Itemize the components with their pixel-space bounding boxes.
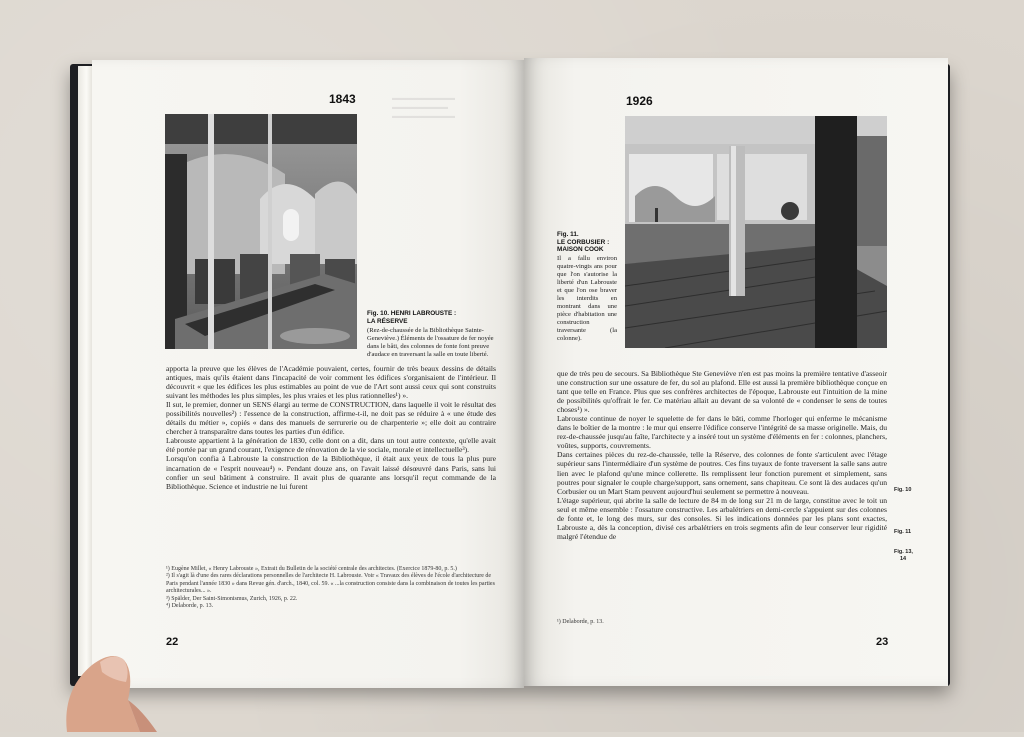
page-number: 23 xyxy=(876,636,889,648)
year-heading: 1843 xyxy=(329,92,356,106)
figure-caption-title: Fig. 11. LE CORBUSIER : MAISON COOK xyxy=(557,231,610,253)
paragraph: Dans certaines pièces du rez-de-chaussée, telle la Réserve, des colonnes de fonte s'articulent avec l'étage supérieur sans l'intermédiaire d'un système de poutres. Ces fins tuyaux de fonte traversent la salle sans autre lien avec le plafond qu'une mince collerette. Ils remplissent leur fonction purement et simplement, sans poutres pour signaler le couple charge/support, sans ornement, sans chapiteau. Ce sont là des audaces qu'un Corbusier ou un Mart Stam peuvent aujourd'hui seulement se permettre à nouveau. xyxy=(557,450,887,496)
paragraph: Il sut, le premier, donner un SENS élargi au terme de CONSTRUCTION, dans laquelle il voit le résultat des possibilités nouvelles²) : l'essence de la construction, affirme-t-il, ne doit pas se réduire à « une étude des détails du métier », copiés « dans des manuels de serrurerie ou de charpenterie »; elle doit au contraire chercher à transparaître dans toutes les parties d'un édifice. xyxy=(166,400,496,437)
holding-thumb xyxy=(62,650,182,732)
footnote: ¹) Eugène Millet, « Henry Labrouste », Extrait du Bulletin de la société centrale des architectes. (Exercice 1879-80, p. 5.) xyxy=(166,566,457,572)
right-page xyxy=(524,58,948,686)
footnote: ¹) Delaborde, p. 13. xyxy=(557,619,604,625)
left-page xyxy=(92,60,524,688)
footnotes xyxy=(557,619,877,626)
photo-maison-cook xyxy=(625,116,887,348)
main-text xyxy=(166,364,496,491)
footnotes xyxy=(166,566,496,610)
figure-caption-title: Fig. 10. HENRI LABROUSTE : LA RÉSERVE xyxy=(367,310,457,325)
page-number: 22 xyxy=(166,636,179,648)
margin-reference: Fig. 11 xyxy=(894,529,912,535)
paragraph: Lorsqu'on confia à Labrouste la construction de la Bibliothèque, il était aux yeux de tous la plus pure incarnation de « l'esprit nouveau⁴) ». Pendant douze ans, on l'avait laissé désœuvré dans Paris, sans lui confier un seul bâtiment à construire. Il avait plus de quarante ans lorsqu'il reçut commande de la Bibliothèque. Science et industrie ne lui furent xyxy=(166,454,496,491)
figure-caption-body: (Rez-de-chaussée de la Bibliothèque Sainte-Geneviève.) Éléments de l'ossature de fer noyée dans le bâti, des colonnes de fonte font preuve d'audace en traversant la salle en toute liberté. xyxy=(367,327,494,358)
paragraph: Labrouste continue de noyer le squelette de fer dans le bâti, comme l'horloger qui enferme le mécanisme dans le boîtier de la montre : le mur qui enserre l'édifice conserve l'intégrité de sa masse originelle. Mais, du rez-de-chaussée jusqu'au faîte, l'architecte y a inséré tout un système d'éléments en fer : colonnes, planchers, voûtes, supports, couvrements. xyxy=(557,414,887,451)
page-stack xyxy=(78,66,92,676)
footnote: ²) Il s'agit là d'une des rares déclarations personnelles de l'architecte H. Labrouste. Voir « Travaux des élèves de l'école d'architecture de Paris pendant l'année 1830 » dans Revue gén. d'arch., 1840, col. 59. « ...la construction consiste dans la combinaison de toutes les parties architecturales... ». xyxy=(166,573,495,595)
photo-la-reserve xyxy=(165,114,357,349)
show-through-text: ▬▬▬▬▬▬▬▬▬ ▬▬▬▬▬▬▬▬ ▬▬▬▬▬▬▬▬▬ xyxy=(392,94,455,120)
footnote: ⁴) Delaborde, p. 13. xyxy=(166,603,214,610)
paragraph: que de très peu de secours. Sa Bibliothèque Ste Geneviève n'en est pas moins la première tentative d'asseoir une construction sur une ossature de fer, du sol au plafond. Elle est aussi la première bibliothèque conçue en tant que telle en France. Plus que ses confrères architectes de l'époque, Labrouste eut l'intuition de la mine de possibilités qu'offrait le fer. Ce matériau allait au devant de sa volonté de « condenser le sens de toutes choses¹) ». xyxy=(557,369,887,415)
paragraph: apporta la preuve que les élèves de l'Académie pouvaient, certes, fournir de très beaux dessins de détails antiques, mais qu'ils étaient dans l'incapacité de voir comment les édifices s'organisaient de l'intérieur. Il découvrit « que les édifices les plus estimables au point de vue de l'Art sont aussi ceux qui sont construits suivant les méthodes les plus simples, les plus vraies et les plus rationnelles¹) ». xyxy=(166,364,496,401)
margin-reference: Fig. 10 xyxy=(894,487,912,493)
paragraph: Labrouste appartient à la génération de 1830, celle dont on a dit, dans un tout autre contexte, qu'elle avait été portée par un grand courant, l'exigence de rénovation de la vie sociale, morale et intellectuelle³). xyxy=(166,436,496,455)
margin-reference: Fig. 13, xyxy=(894,549,913,555)
footnote: ³) Spälder, Der Saint-Simonismus, Zurich, 1926, p. 22. xyxy=(166,595,298,602)
year-heading: 1926 xyxy=(626,94,653,108)
main-text xyxy=(557,369,887,541)
margin-reference: 14 xyxy=(900,556,907,562)
paragraph: L'étage supérieur, qui abrite la salle de lecture de 84 m de long sur 21 m de large, constitue avec le toit un seul et même ensemble : l'ossature constructive. Les arbalétriers en demi-cercle s'appuient sur des colonnes de fonte et, le long des murs, sur des consoles. Si les indications données par les plans sont exactes, Labrouste a, dès la conception, divisé ces arbalétriers en trois segments afin de leur conserver leur rigidité malgré l'étendue de xyxy=(557,495,887,541)
figure-caption-body: Il a fallu environ quatre-vingts ans pour que l'on s'autorise la liberté d'un Labrouste et que l'on ose braver les interdits en montrant dans une pièce d'habitation une construction traversante (la colonne). xyxy=(557,255,617,342)
